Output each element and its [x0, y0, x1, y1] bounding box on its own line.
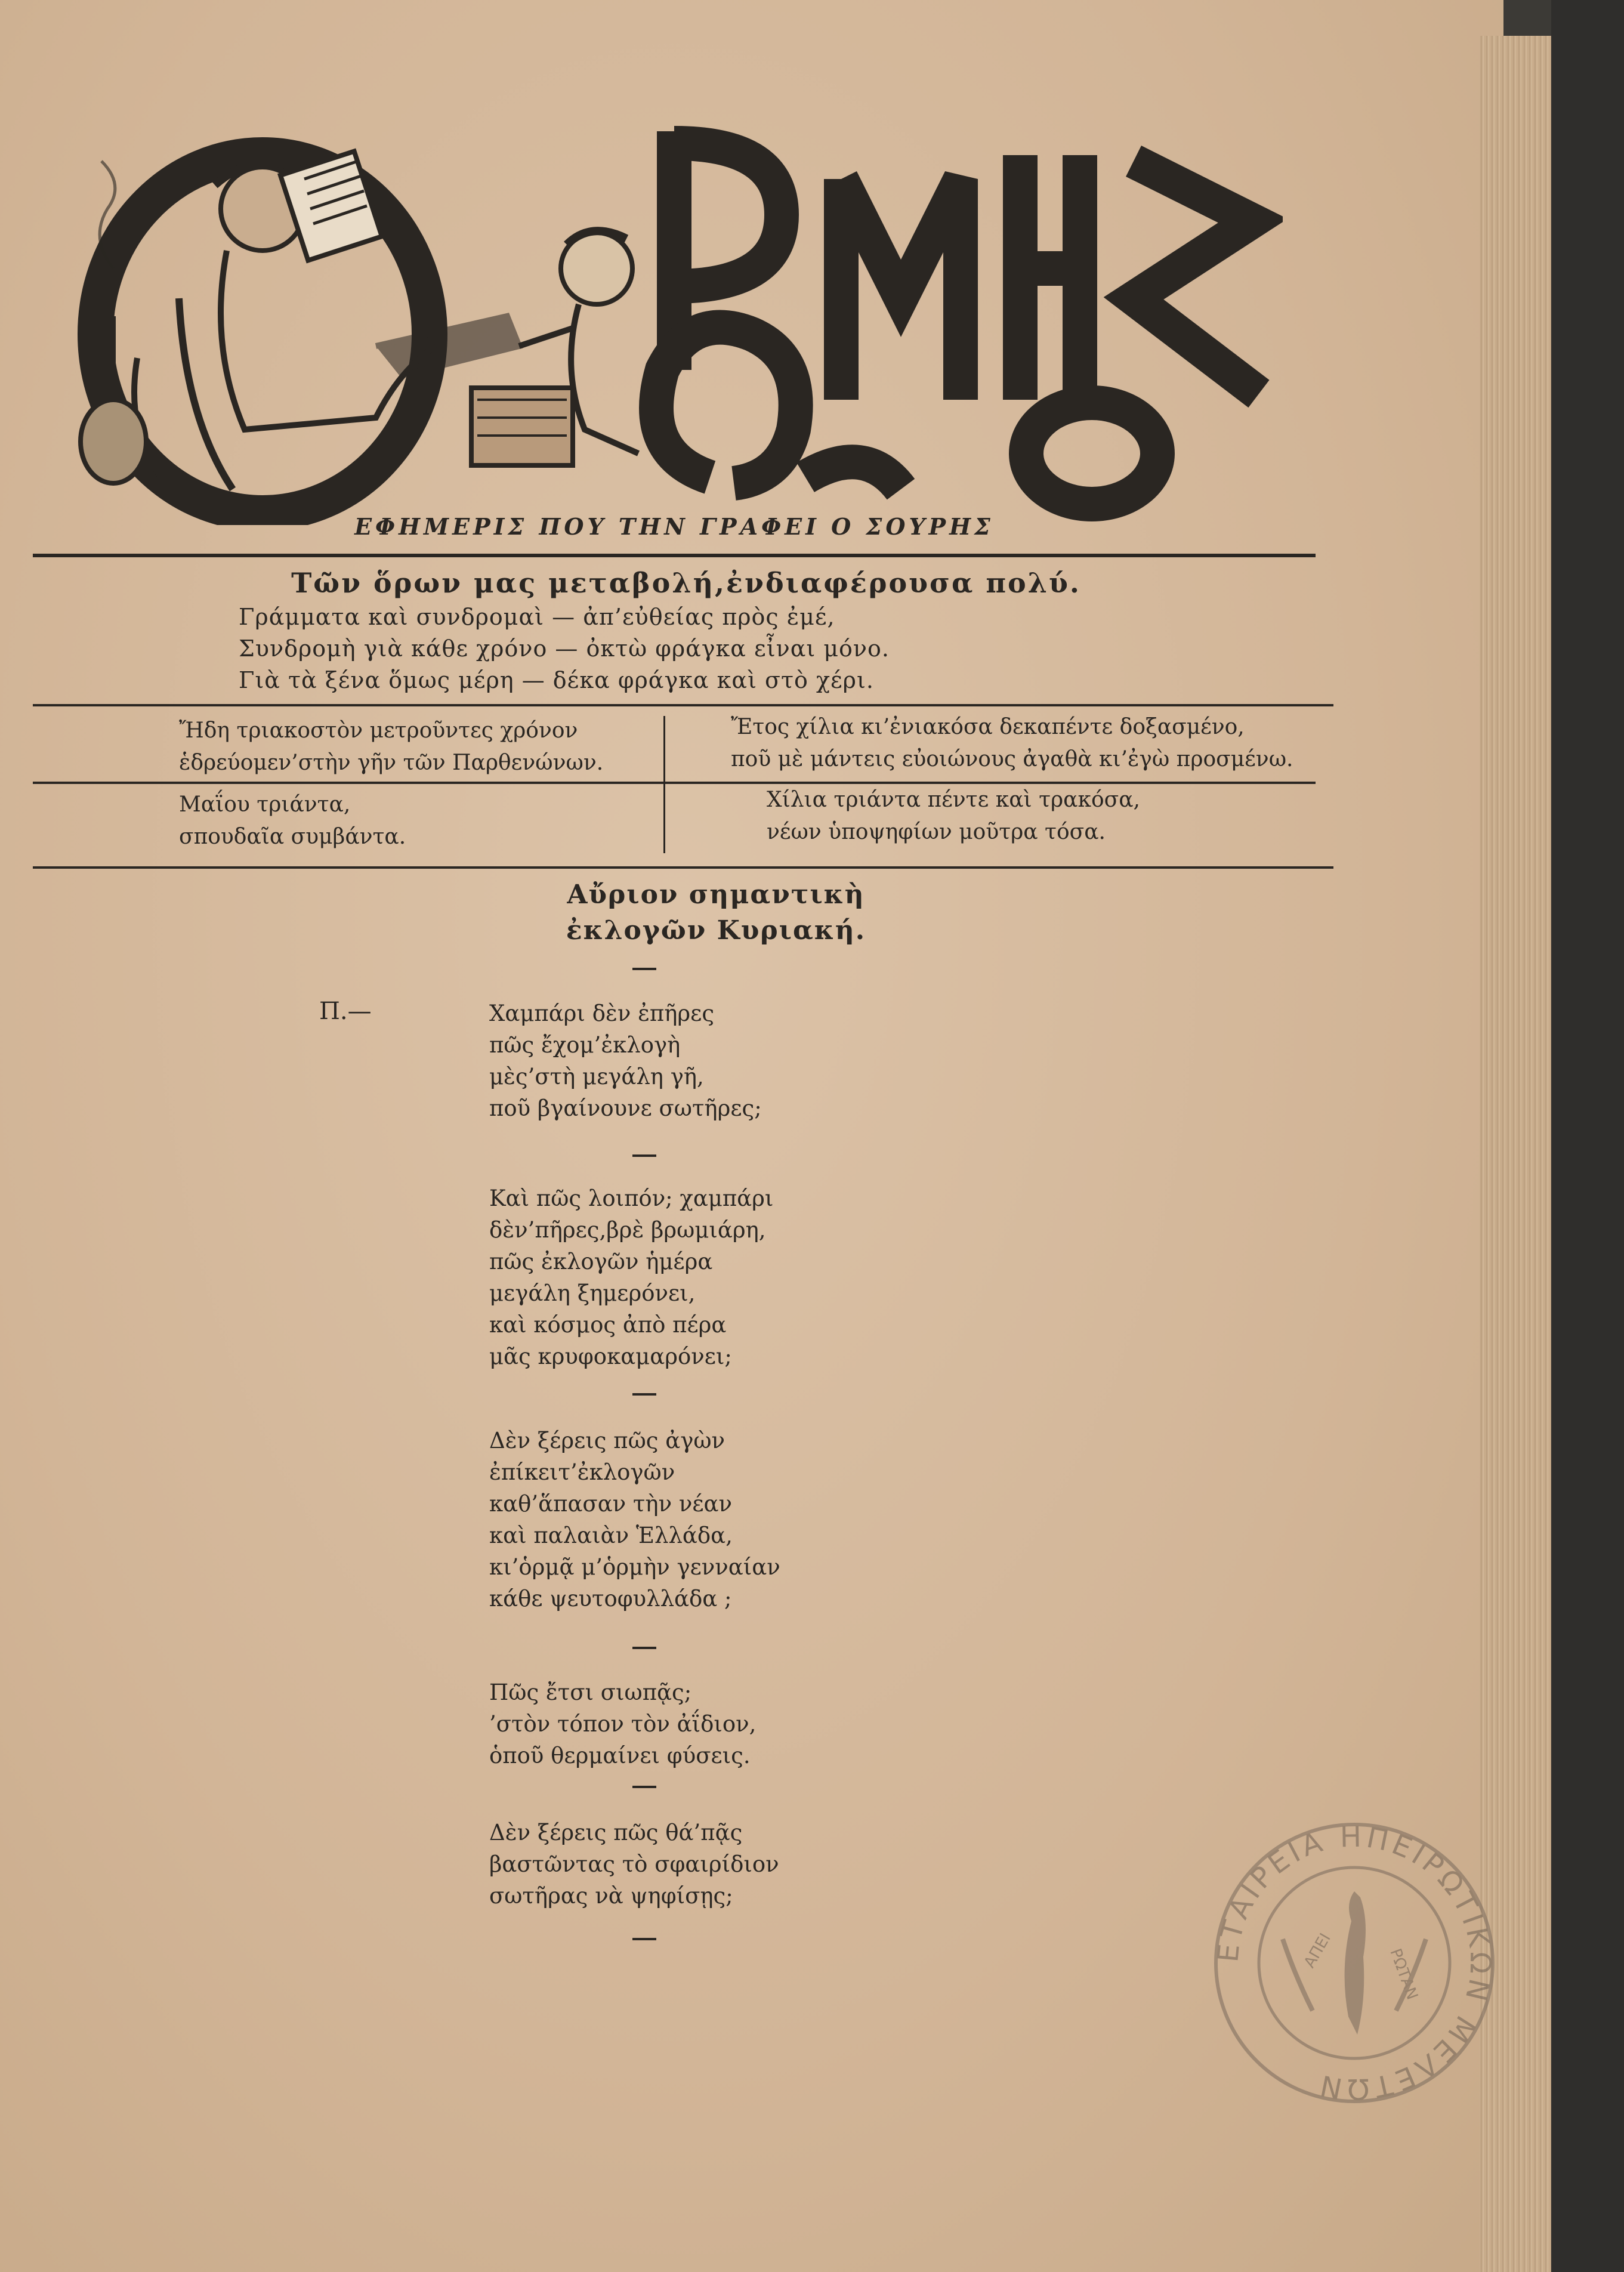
stanza-4: Πῶς ἔτσι σιωπᾷς; ’στὸν τόπον τὸν ἀΐδιον, ὁποῦ θερμαίνει φύσεις. [489, 1680, 757, 1768]
terms-title: Τῶν ὅρων μας μεταβολή,ἐνδιαφέρουσα πολύ. [291, 567, 1081, 599]
terms-rule [33, 704, 1333, 706]
header-col-bottom-right: Χίλια τριάντα πέντε καὶ τρακόσα, νέων ὑποψηφίων μοῦτρα τόσα. [767, 788, 1140, 844]
library-stamp [1211, 1820, 1498, 2106]
separator-dash [632, 1786, 656, 1788]
terms-line: Γράμματα καὶ συνδρομαὶ — ἀπ’εὐθείας πρὸς ἐμέ, [239, 604, 835, 630]
terms-line: Συνδρομὴ γιὰ κάθε χρόνο — ὀκτὼ φράγκα εἶναι μόνο. [239, 635, 890, 662]
separator-dash [632, 1647, 656, 1649]
svg-text:ΕΤΑΙΡΕΙΑ ΗΠΕΙΡΩΤΙΚΩΝ ΜΕΛΕΤΩΝ: ΕΤΑΙΡΕΙΑ ΗΠΕΙΡΩΤΙΚΩΝ ΜΕΛΕΤΩΝ [1211, 1820, 1498, 2106]
masthead-logo [66, 119, 1283, 525]
header-col-bottom-left: Μαΐου τριάντα, σπουδαῖα συμβάντα. [179, 792, 406, 849]
separator-dash [632, 1393, 656, 1396]
man-reading-illustration [134, 152, 519, 489]
svg-text:ΑΠΕΙ: ΑΠΕΙ [1301, 1930, 1335, 1971]
stanza-2: Καὶ πῶς λοιπόν; χαμπάρι δὲν’πῆρες,βρὲ βρωμιάρη, πῶς ἐκλογῶν ἡμέρα μεγάλη ξημερόνει, καὶ κόσμος ἀπὸ πέρα μᾶς κρυφοκαμαρόνει; [489, 1186, 774, 1369]
header-bottom-rule [33, 866, 1333, 869]
header-col-top-left: Ἤδη τριακοστὸν μετροῦντες χρόνον ἑδρεύομεν’στὴν γῆν τῶν Παρθενώνων. [179, 718, 604, 775]
book-cover-edge [1551, 0, 1624, 2272]
separator-dash [632, 1154, 656, 1157]
article-title: Αὔριον σημαντικὴ ἐκλογῶν Κυριακή. [566, 879, 866, 946]
stanza-3: Δὲν ξέρεις πῶς ἀγὼν ἐπίκειτ’ἐκλογῶν καθ’ἅπασαν τὴν νέαν καὶ παλαιὰν Ἑλλάδα, κι’ὁρμᾷ μ’ὁρμὴν γενναίαν κάθε ψευτοφυλλάδα ; [489, 1428, 780, 1612]
svg-text:ΡΩΤΑΝ: ΡΩΤΑΝ [1386, 1946, 1421, 2002]
stanza-1: Χαμπάρι δὲν ἐπῆρες πῶς ἔχομ’ἐκλογὴ μὲς’στὴ μεγάλη γῆ, ποῦ βγαίνουνε σωτῆρες; [489, 1001, 762, 1121]
stanza-5: Δὲν ξέρεις πῶς θά’πᾷς βαστῶντας τὸ σφαιρίδιον σωτῆρας νὰ ψηφίσῃς; [489, 1820, 779, 1909]
speaker-label: Π.— [319, 998, 372, 1025]
masthead-rule [33, 554, 1316, 557]
masthead-title-letters [656, 131, 1259, 504]
bird-icon [1345, 1891, 1366, 2035]
header-col-divider [663, 716, 665, 853]
separator-dash [632, 1938, 656, 1940]
masthead-subtitle: ΕΦΗΜΕΡΙΣ ΠΟΥ ΤΗΝ ΓΡΑΦΕΙ Ο ΣΟΥΡΗΣ [354, 513, 994, 540]
terms-line: Γιὰ τὰ ξένα ὅμως μέρη — δέκα φράγκα καὶ στὸ χέρι. [239, 667, 874, 693]
separator-dash [632, 968, 656, 970]
header-col-top-right: Ἔτος χίλια κι’ἐνιακόσα δεκαπέντε δοξασμένο, ποῦ μὲ μάντεις εὐοιώνους ἀγαθὰ κι’ἐγὼ προσμένω. [731, 715, 1293, 771]
